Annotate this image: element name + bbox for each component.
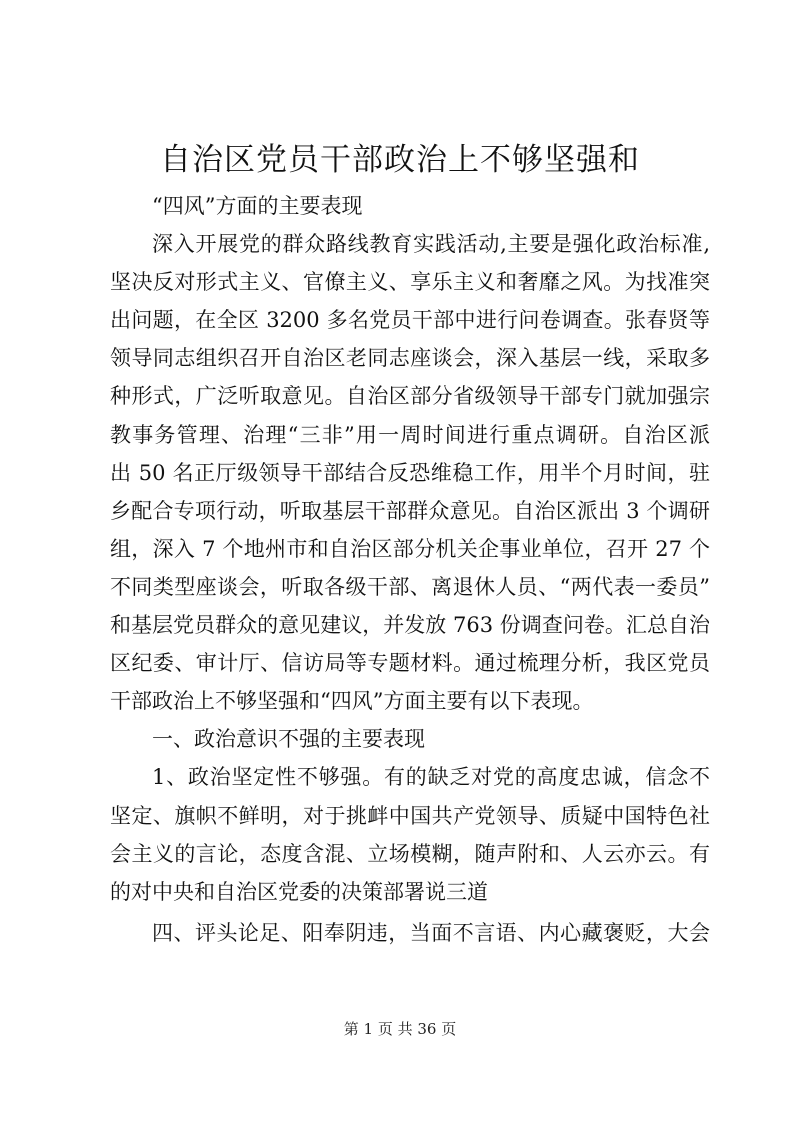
- paragraph-line: 不同类型座谈会，听取各级干部、离退休人员、“两代表一委员”: [110, 574, 710, 599]
- paragraph-line: 会主义的言论，态度含混、立场模糊，随声附和、人云亦云。有: [110, 841, 710, 866]
- paragraph-line: 教事务管理、治理“三非”用一周时间进行重点调研。自治区派: [110, 422, 710, 447]
- paragraph-line: 深入开展党的群众路线教育实践活动,主要是强化政治标准,: [152, 232, 710, 257]
- paragraph-line: 乡配合专项行动，听取基层干部群众意见。自治区派出 3 个调研: [110, 498, 710, 523]
- paragraph-line: 1、政治坚定性不够强。有的缺乏对党的高度忠诚，信念不: [152, 765, 710, 790]
- paragraph-line: 坚定、旗帜不鲜明，对于挑衅中国共产党领导、质疑中国特色社: [110, 803, 710, 828]
- paragraph-line: 干部政治上不够坚强和“四风”方面主要有以下表现。: [110, 689, 594, 714]
- paragraph-line: 组，深入 7 个地州市和自治区部分机关企事业单位，召开 27 个: [110, 536, 710, 561]
- document-body: [110, 187, 710, 952]
- paragraph-line: 四、评头论足、阳奉阴违，当面不言语、内心藏褒贬，大会: [152, 920, 710, 945]
- paragraph-line: 和基层党员群众的意见建议，并发放 763 份调查问卷。汇总自治: [110, 613, 710, 638]
- paragraph-line: 出 50 名正厅级领导干部结合反恐维稳工作，用半个月时间，驻: [110, 460, 710, 485]
- paragraph-line: 坚决反对形式主义、官僚主义、享乐主义和奢靡之风。为找准突: [110, 270, 710, 295]
- paragraph-line: 领导同志组织召开自治区老同志座谈会，深入基层一线，采取多: [110, 346, 710, 371]
- page-footer: 第 1 页 共 36 页: [343, 1020, 457, 1038]
- paragraph-line: 种形式，广泛听取意见。自治区部分省级领导干部专门就加强宗: [110, 384, 710, 409]
- paragraph-line: 出问题，在全区 3200 多名党员干部中进行问卷调查。张春贤等: [110, 308, 710, 333]
- paragraph-line: 的对中央和自治区党委的决策部署说三道: [110, 879, 488, 904]
- paragraph-line: 区纪委、审计厅、信访局等专题材料。通过梳理分析，我区党员: [110, 651, 710, 676]
- paragraph-line-subtitle: “四风”方面的主要表现: [152, 194, 363, 218]
- section-heading: 一、政治意识不强的主要表现: [152, 727, 425, 752]
- document-title: 自治区党员干部政治上不够坚强和: [160, 142, 640, 178]
